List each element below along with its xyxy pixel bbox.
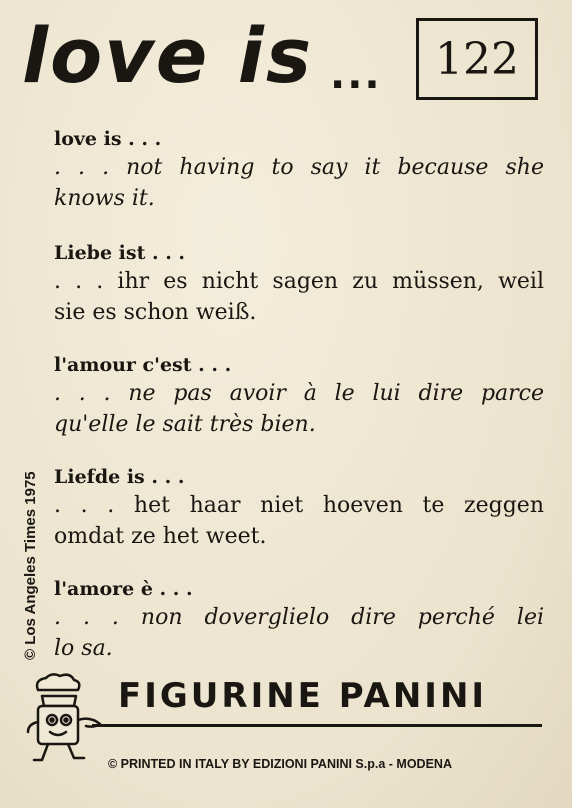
section-heading: l'amore è . . . [54,578,193,600]
brand-underline [92,724,542,727]
section-french [54,352,544,440]
section-line: sie es schon weiß. [54,300,257,325]
section-line: . . . het haar niet hoeven te zeggen [54,493,544,518]
panini-mascot-icon [24,672,108,768]
section-english [54,126,544,214]
section-heading: love is . . . [54,128,162,150]
card-title: love is [22,11,314,100]
section-line: omdat ze het weet. [54,524,267,549]
section-line: . . . ihr es nicht sagen zu müssen, weil [54,269,544,294]
section-line: . . . non doverglielo dire perché lei [54,605,544,630]
section-line: . . . ne pas avoir à le lui dire parce [54,381,544,406]
section-heading: Liefde is . . . [54,466,185,488]
section-heading: Liebe ist . . . [54,242,186,264]
section-dutch [54,464,544,552]
card-number: 122 [435,33,519,85]
section-line: knows it. [54,186,155,211]
section-german [54,240,544,328]
section-heading: l'amour c'est . . . [54,354,232,376]
title-ellipsis: ... [330,52,382,98]
copyright-vertical: © Los Angeles Times 1975 [22,471,39,660]
printed-notice: © PRINTED IN ITALY BY EDIZIONI PANINI S.p.a - MODENA [108,757,452,771]
section-italian [54,576,544,664]
brand-name: FIGURINE PANINI [118,676,488,716]
section-line: . . . not having to say it because she [54,155,544,180]
section-line: qu'elle le sait très bien. [54,412,316,437]
card-number-box [416,18,538,100]
section-line: lo sa. [54,636,113,661]
